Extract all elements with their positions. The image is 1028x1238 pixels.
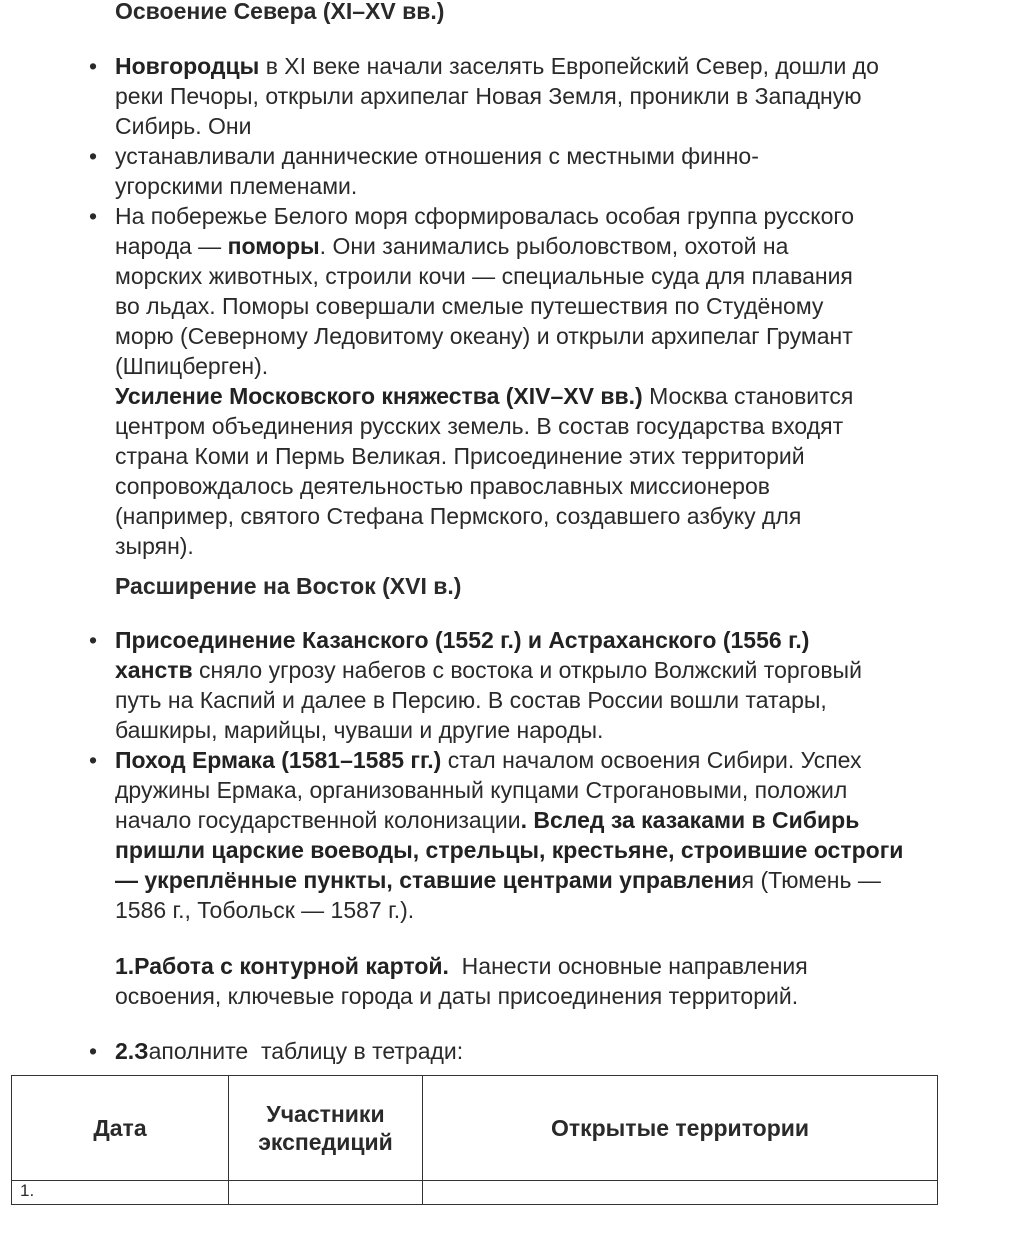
- heading-north: [115, 0, 975, 26]
- text-line: освоения, ключевые города и даты присоединения территорий.: [115, 983, 799, 1009]
- text-line: угорскими племенами.: [115, 173, 358, 199]
- table-cell[interactable]: [229, 1181, 423, 1205]
- bullet-icon: •: [88, 53, 98, 79]
- text-line: На побережье Белого моря сформировалась особая группа русского: [115, 203, 855, 229]
- task-2-number: 2.З: [115, 1038, 149, 1064]
- expeditions-table: [11, 1075, 938, 1205]
- text-line: центром объединения русских земель. В состав государства входят: [115, 413, 844, 439]
- text-line: — укреплённые пункты, ставшие центрами управления (Тюмень —: [115, 867, 881, 893]
- text-line: зырян).: [115, 533, 194, 559]
- header-territories: Открытые территории: [423, 1076, 938, 1181]
- header-date: Дата: [12, 1076, 229, 1181]
- term-novgorodtsy: Новгородцы: [115, 53, 260, 79]
- text-line: реки Печоры, открыли архипелаг Новая Земля, проникли в Западную: [115, 83, 862, 109]
- term-pomory: поморы: [227, 233, 320, 259]
- task-1: [115, 951, 975, 1011]
- text-line: путь на Каспий и далее в Персию. В состав России вошли татары,: [115, 687, 827, 713]
- text-line: Новгородцы в XI веке начали заселять Европейский Север, дошли до: [115, 53, 879, 79]
- list-item-ermak: [88, 745, 975, 925]
- text-line: 2.Заполните таблицу в тетради:: [115, 1038, 464, 1064]
- text-line: ханств сняло угрозу набегов с востока и открыло Волжский торговый: [115, 657, 862, 683]
- text-line: во льдах. Поморы совершали смелые путешествия по Студёному: [115, 293, 824, 319]
- heading-east-text: Расширение на Восток (XVI в.): [115, 573, 462, 599]
- text-line: страна Коми и Пермь Великая. Присоединение этих территорий: [115, 443, 805, 469]
- heading-east: [115, 571, 975, 601]
- text-line: (например, святого Стефана Пермского, создавшего азбуку для: [115, 503, 802, 529]
- list-item-novgorod: [88, 51, 975, 141]
- text-line: Усиление Московского княжества (XIV–XV вв.) Москва становится: [115, 383, 854, 409]
- table-header-row: [12, 1076, 938, 1181]
- text-line: башкиры, марийцы, чуваши и другие народы.: [115, 717, 604, 743]
- text-line: начало государственной колонизации. Вслед за казаками в Сибирь: [115, 807, 860, 833]
- task-2: [88, 1036, 975, 1066]
- table-cell[interactable]: [423, 1181, 938, 1205]
- bullet-icon: •: [88, 627, 98, 653]
- text-line: устанавливали даннические отношения с местными финно-: [115, 143, 759, 169]
- bullet-icon: •: [88, 747, 98, 773]
- bullet-icon: •: [88, 1038, 98, 1064]
- heading-north-text: Освоение Севера (XI–XV вв.): [115, 0, 445, 24]
- list-item-tribute: [88, 141, 975, 201]
- bullet-icon: •: [88, 143, 98, 169]
- text-line: пришли царские воеводы, стрельцы, крестьяне, строившие остроги: [115, 837, 904, 863]
- header-participants: Участники экспедиций: [229, 1076, 423, 1181]
- text-line: (Шпицберген).: [115, 353, 269, 379]
- text-line: морских животных, строили кочи — специальные суда для плавания: [115, 263, 853, 289]
- heading-moscow: Усиление Московского княжества (XIV–XV вв.): [115, 383, 643, 409]
- text-line: Поход Ермака (1581–1585 гг.) стал началом освоения Сибири. Успех: [115, 747, 862, 773]
- table-row: [12, 1181, 938, 1205]
- text-line: Присоединение Казанского (1552 г.) и Астраханского (1556 г.): [115, 627, 810, 653]
- text-line: сопровождалось деятельностью православных миссионеров: [115, 473, 770, 499]
- text-line: дружины Ермака, организованный купцами Строгановыми, положил: [115, 777, 848, 803]
- task-1-title: 1.Работа с контурной картой.: [115, 953, 449, 979]
- list-item-kazan-astrakhan: [88, 625, 975, 745]
- bullet-icon: •: [88, 203, 98, 229]
- text-line: народа — поморы. Они занимались рыболовством, охотой на: [115, 233, 789, 259]
- text-line: Сибирь. Они: [115, 113, 252, 139]
- table-cell[interactable]: 1.: [12, 1181, 229, 1205]
- list-item-pomors: [88, 201, 975, 381]
- paragraph-moscow: [115, 381, 975, 561]
- text-line: 1.Работа с контурной картой. Нанести основные направления: [115, 953, 808, 979]
- text-line: 1586 г., Тобольск — 1587 г.).: [115, 897, 415, 923]
- text-line: морю (Северному Ледовитому океану) и открыли архипелаг Грумант: [115, 323, 853, 349]
